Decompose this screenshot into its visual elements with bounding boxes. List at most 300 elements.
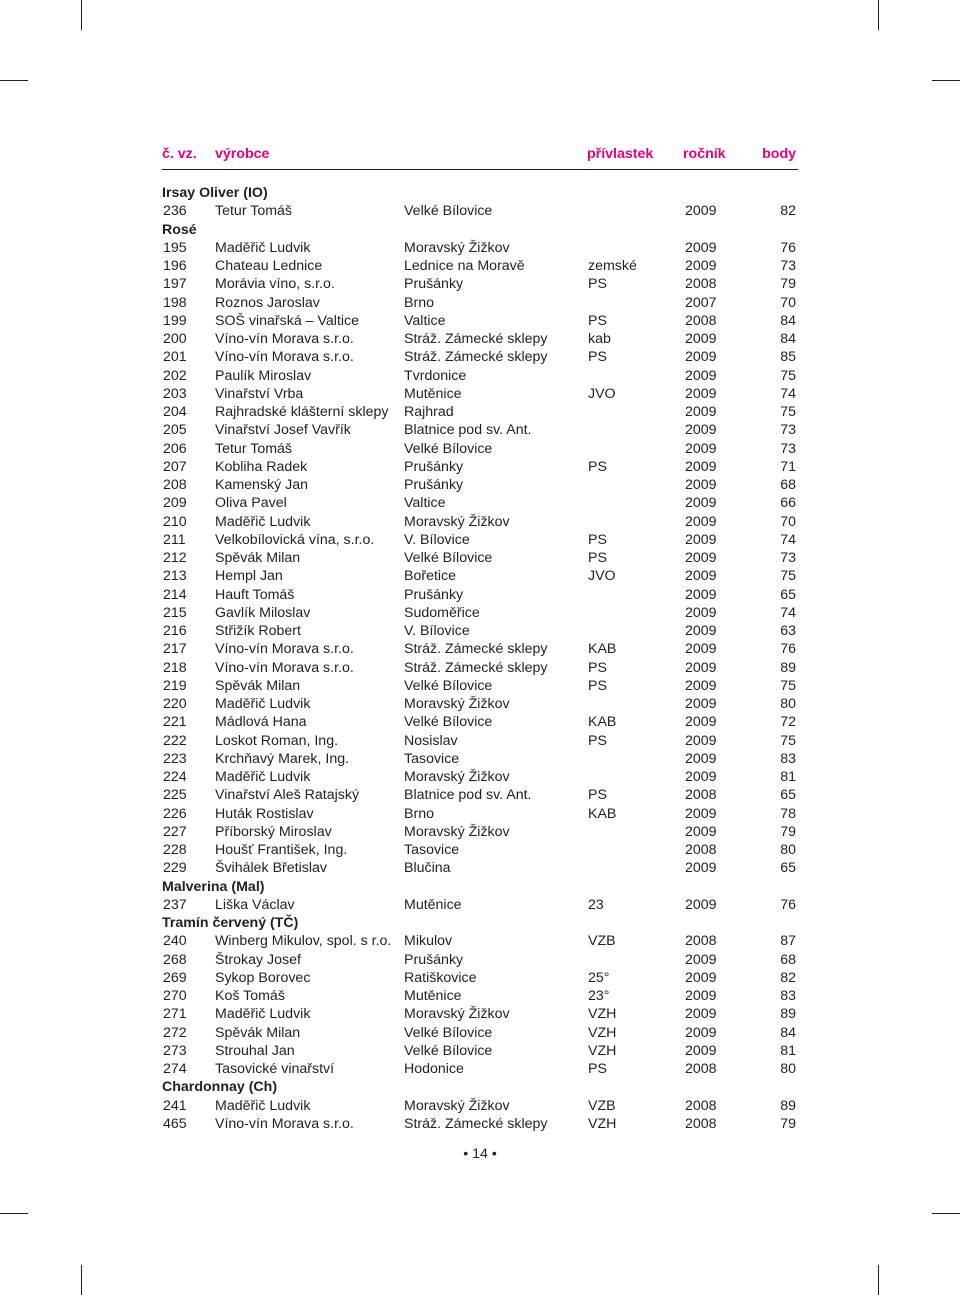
vintage-year: 2008 xyxy=(685,1097,717,1114)
table-row xyxy=(162,1042,798,1060)
producer-place: Stráž. Zámecké sklepy xyxy=(404,331,548,347)
table-row xyxy=(162,859,798,877)
score-points: 65 xyxy=(780,586,796,603)
score-points: 65 xyxy=(780,860,796,877)
score-points: 73 xyxy=(780,258,796,274)
table-row xyxy=(162,403,798,421)
producer-place: Tasovice xyxy=(404,750,460,767)
table-row xyxy=(162,567,798,585)
score-points: 80 xyxy=(780,842,796,858)
score-points: 76 xyxy=(780,239,796,256)
sample-number: 269 xyxy=(163,969,187,986)
sample-number: 208 xyxy=(163,477,187,493)
wine-attribute: JVO xyxy=(588,568,616,585)
score-points: 75 xyxy=(780,404,796,420)
vintage-year: 2008 xyxy=(685,842,717,858)
score-points: 73 xyxy=(780,550,796,566)
producer-place: Mutěnice xyxy=(404,896,462,913)
producer-name: Spěvák Milan xyxy=(215,1024,301,1041)
producer-place: Velké Bílovice xyxy=(404,203,493,220)
producer-name: Paulík Miroslav xyxy=(215,367,312,384)
producer-place: Mikulov xyxy=(404,933,453,950)
vintage-year: 2009 xyxy=(685,805,717,822)
producer-name: Winberg Mikulov, spol. s r.o. xyxy=(215,933,392,950)
producer-name: Roznos Jaroslav xyxy=(215,294,320,311)
vintage-year: 2009 xyxy=(685,896,717,913)
table-row xyxy=(162,202,798,220)
producer-place: Stráž. Zámecké sklepy xyxy=(404,1115,548,1132)
producer-name: Maděřič Ludvik xyxy=(215,513,311,530)
producer-name: Tasovické vinařství xyxy=(215,1061,335,1077)
score-points: 78 xyxy=(780,805,796,822)
section-title-text: Chardonnay (Ch) xyxy=(162,1079,278,1096)
score-points: 83 xyxy=(780,988,796,1004)
table-row xyxy=(162,1115,798,1133)
producer-name: Víno-vín Morava s.r.o. xyxy=(215,1115,354,1132)
table-row xyxy=(162,1024,798,1042)
score-points: 82 xyxy=(780,969,796,986)
vintage-year: 2009 xyxy=(685,239,717,256)
producer-name: Víno-vín Morava s.r.o. xyxy=(215,659,354,676)
table-row xyxy=(162,1060,798,1078)
producer-place: Tvrdonice xyxy=(404,367,467,384)
table-row xyxy=(162,969,798,987)
score-points: 79 xyxy=(780,823,796,840)
producer-name: Tetur Tomáš xyxy=(215,440,293,457)
producer-place: Brno xyxy=(404,294,434,311)
vintage-year: 2009 xyxy=(685,458,717,475)
sample-number: 214 xyxy=(163,586,187,603)
sample-number: 207 xyxy=(163,458,187,475)
score-points: 84 xyxy=(780,331,796,347)
section-title-text: Malverina (Mal) xyxy=(162,878,265,895)
producer-place: Moravský Žižkov xyxy=(404,239,510,256)
table-row xyxy=(162,549,798,567)
table-row xyxy=(162,1097,798,1115)
score-points: 81 xyxy=(780,769,796,785)
producer-name: Maděřič Ludvik xyxy=(215,1097,311,1114)
table-row xyxy=(162,786,798,804)
sample-number: 210 xyxy=(163,513,187,530)
table-row xyxy=(162,750,798,768)
table-row xyxy=(162,951,798,969)
producer-place: Blatnice pod sv. Ant. xyxy=(404,787,532,804)
vintage-year: 2008 xyxy=(685,1061,717,1077)
table-row xyxy=(162,440,798,458)
table-row xyxy=(162,367,798,385)
score-points: 81 xyxy=(780,1042,796,1059)
producer-place: Brno xyxy=(404,805,434,822)
table-row xyxy=(162,421,798,439)
score-points: 80 xyxy=(780,1061,796,1077)
vintage-year: 2009 xyxy=(685,258,717,274)
table-row xyxy=(162,330,798,348)
table-row xyxy=(162,677,798,695)
producer-place: Prušánky xyxy=(404,458,464,475)
sample-number: 217 xyxy=(163,641,187,658)
score-points: 82 xyxy=(780,203,796,220)
wine-results-table xyxy=(162,145,798,1133)
vintage-year: 2009 xyxy=(685,385,717,402)
table-row xyxy=(162,257,798,275)
producer-name: Loskot Roman, Ing. xyxy=(215,732,339,749)
producer-name: Sykop Borovec xyxy=(215,969,311,986)
table-body xyxy=(162,184,798,1133)
sample-number: 229 xyxy=(163,860,187,877)
wine-attribute: 23° xyxy=(588,988,610,1004)
score-points: 76 xyxy=(780,641,796,658)
table-row xyxy=(162,312,798,330)
vintage-year: 2009 xyxy=(685,750,717,767)
wine-attribute: VZH xyxy=(588,1042,617,1059)
score-points: 68 xyxy=(780,477,796,493)
producer-place: Nosislav xyxy=(404,732,458,749)
producer-name: Vinařství Aleš Ratajský xyxy=(215,787,360,804)
vintage-year: 2009 xyxy=(685,659,717,676)
producer-place: Prušánky xyxy=(404,276,464,293)
producer-place: Rajhrad xyxy=(404,404,454,420)
producer-place: Mutěnice xyxy=(404,988,462,1004)
wine-attribute: VZH xyxy=(588,1024,617,1041)
section-title-text: Rosé xyxy=(162,221,197,238)
producer-name: Štrokay Josef xyxy=(215,951,301,968)
table-row xyxy=(162,294,798,312)
sample-number: 199 xyxy=(163,312,187,329)
producer-name: Koš Tomáš xyxy=(215,988,285,1004)
score-points: 89 xyxy=(780,659,796,676)
table-row xyxy=(162,531,798,549)
table-row xyxy=(162,659,798,677)
sample-number: 197 xyxy=(163,276,187,293)
score-points: 72 xyxy=(780,714,796,731)
score-points: 83 xyxy=(780,750,796,767)
producer-place: Moravský Žižkov xyxy=(404,696,510,712)
crop-mark xyxy=(932,80,960,81)
producer-place: Stráž. Zámecké sklepy xyxy=(404,641,548,658)
vintage-year: 2009 xyxy=(685,349,717,366)
score-points: 65 xyxy=(780,787,796,804)
header-num: č. vz. xyxy=(162,146,197,162)
sample-number: 223 xyxy=(163,750,187,767)
score-points: 70 xyxy=(780,294,796,311)
producer-name: Maděřič Ludvik xyxy=(215,769,311,785)
sample-number: 211 xyxy=(163,531,186,548)
producer-name: Spěvák Milan xyxy=(215,550,301,566)
section-title-text: Irsay Oliver (IO) xyxy=(162,185,268,201)
wine-attribute: PS xyxy=(588,677,607,694)
wine-attribute: PS xyxy=(588,787,607,804)
vintage-year: 2009 xyxy=(685,623,717,639)
sample-number: 196 xyxy=(163,258,187,274)
producer-name: Maděřič Ludvik xyxy=(215,1006,311,1023)
wine-attribute: PS xyxy=(588,550,607,566)
producer-place: Bořetice xyxy=(404,568,457,585)
vintage-year: 2009 xyxy=(685,477,717,493)
section-title-text: Tramín červený (TČ) xyxy=(162,915,299,931)
score-points: 71 xyxy=(780,458,796,475)
section-title xyxy=(162,221,798,239)
table-row xyxy=(162,695,798,713)
producer-name: Mádlová Hana xyxy=(215,714,307,731)
sample-number: 272 xyxy=(163,1024,187,1041)
producer-name: Víno-vín Morava s.r.o. xyxy=(215,641,354,658)
producer-name: Víno-vín Morava s.r.o. xyxy=(215,349,354,366)
sample-number: 202 xyxy=(163,367,187,384)
table-row xyxy=(162,713,798,731)
sample-number: 240 xyxy=(163,933,187,950)
score-points: 74 xyxy=(780,531,796,548)
vintage-year: 2009 xyxy=(685,969,717,986)
score-points: 66 xyxy=(780,495,796,512)
vintage-year: 2009 xyxy=(685,823,717,840)
producer-place: Blatnice pod sv. Ant. xyxy=(404,422,532,439)
header-score: body xyxy=(762,146,796,162)
wine-attribute: KAB xyxy=(588,641,617,658)
sample-number: 212 xyxy=(163,550,187,566)
section-title xyxy=(162,1078,798,1096)
table-row xyxy=(162,348,798,366)
sample-number: 215 xyxy=(163,604,187,621)
crop-mark xyxy=(932,1213,960,1214)
table-header xyxy=(162,145,798,165)
sample-number: 224 xyxy=(163,769,187,785)
vintage-year: 2009 xyxy=(685,331,717,347)
producer-name: Hauft Tomáš xyxy=(215,586,295,603)
crop-mark xyxy=(878,0,879,30)
producer-name: Střižík Robert xyxy=(215,623,301,639)
table-row xyxy=(162,823,798,841)
producer-name: Vinařství Josef Vavřík xyxy=(215,422,351,439)
sample-number: 200 xyxy=(163,331,187,347)
sample-number: 205 xyxy=(163,422,187,439)
wine-attribute: PS xyxy=(588,276,607,293)
wine-attribute: VZB xyxy=(588,1097,616,1114)
sample-number: 201 xyxy=(163,349,187,366)
crop-mark xyxy=(0,1213,28,1214)
section-title xyxy=(162,914,798,932)
crop-mark xyxy=(0,80,28,81)
sample-number: 274 xyxy=(163,1061,187,1077)
vintage-year: 2009 xyxy=(685,677,717,694)
sample-number: 222 xyxy=(163,732,187,749)
score-points: 75 xyxy=(780,732,796,749)
vintage-year: 2009 xyxy=(685,769,717,785)
table-row xyxy=(162,732,798,750)
producer-name: Víno-vín Morava s.r.o. xyxy=(215,331,354,347)
table-row xyxy=(162,932,798,950)
vintage-year: 2009 xyxy=(685,714,717,731)
producer-name: Spěvák Milan xyxy=(215,677,301,694)
vintage-year: 2008 xyxy=(685,312,717,329)
sample-number: 270 xyxy=(163,988,187,1004)
wine-attribute: zemské xyxy=(588,258,637,274)
producer-name: Gavlík Miloslav xyxy=(215,604,311,621)
vintage-year: 2009 xyxy=(685,1006,717,1023)
producer-place: Velké Bílovice xyxy=(404,1024,493,1041)
vintage-year: 2009 xyxy=(685,531,717,548)
table-row xyxy=(162,805,798,823)
producer-place: Velké Bílovice xyxy=(404,714,493,731)
table-row xyxy=(162,275,798,293)
page-number: • 14 • xyxy=(463,1146,497,1162)
wine-attribute: PS xyxy=(588,458,607,475)
score-points: 85 xyxy=(780,349,796,366)
sample-number: 216 xyxy=(163,623,187,639)
score-points: 89 xyxy=(780,1097,796,1114)
producer-place: V. Bílovice xyxy=(404,531,470,548)
table-row xyxy=(162,640,798,658)
producer-place: Moravský Žižkov xyxy=(404,1006,510,1023)
producer-place: Prušánky xyxy=(404,951,464,968)
score-points: 89 xyxy=(780,1006,796,1023)
sample-number: 227 xyxy=(163,823,187,840)
producer-name: Tetur Tomáš xyxy=(215,203,293,220)
sample-number: 236 xyxy=(163,203,187,220)
sample-number: 273 xyxy=(163,1042,187,1059)
sample-number: 225 xyxy=(163,787,187,804)
vintage-year: 2009 xyxy=(685,440,717,457)
producer-place: Blučina xyxy=(404,860,451,877)
vintage-year: 2009 xyxy=(685,732,717,749)
producer-place: Hodonice xyxy=(404,1061,464,1077)
sample-number: 268 xyxy=(163,951,187,968)
vintage-year: 2009 xyxy=(685,860,717,877)
sample-number: 226 xyxy=(163,805,187,822)
producer-place: Velké Bílovice xyxy=(404,440,493,457)
sample-number: 241 xyxy=(163,1097,187,1114)
section-title xyxy=(162,878,798,896)
producer-name: Kamenský Jan xyxy=(215,477,309,493)
wine-attribute: 23 xyxy=(588,896,604,913)
wine-attribute: KAB xyxy=(588,714,617,731)
score-points: 79 xyxy=(780,276,796,293)
producer-place: Velké Bílovice xyxy=(404,550,493,566)
producer-name: Morávia víno, s.r.o. xyxy=(215,276,335,293)
header-attribute: přívlastek xyxy=(587,146,654,162)
sample-number: 209 xyxy=(163,495,187,512)
sample-number: 213 xyxy=(163,568,187,585)
section-title xyxy=(162,184,798,202)
wine-attribute: 25° xyxy=(588,969,610,986)
table-row xyxy=(162,896,798,914)
producer-name: SOŠ vinařská – Valtice xyxy=(215,312,360,329)
producer-name: Strouhal Jan xyxy=(215,1042,295,1059)
producer-place: Prušánky xyxy=(404,586,464,603)
wine-attribute: KAB xyxy=(588,805,617,822)
vintage-year: 2008 xyxy=(685,276,717,293)
sample-number: 220 xyxy=(163,696,187,712)
vintage-year: 2009 xyxy=(685,550,717,566)
sample-number: 271 xyxy=(163,1006,187,1023)
table-row xyxy=(162,239,798,257)
producer-place: Moravský Žižkov xyxy=(404,513,510,530)
wine-attribute: PS xyxy=(588,659,607,676)
sample-number: 218 xyxy=(163,659,187,676)
producer-name: Maděřič Ludvik xyxy=(215,239,311,256)
table-row xyxy=(162,841,798,859)
producer-place: Lednice na Moravě xyxy=(404,258,525,274)
producer-place: Prušánky xyxy=(404,477,464,493)
producer-place: Stráž. Zámecké sklepy xyxy=(404,349,548,366)
producer-place: Sudoměřice xyxy=(404,604,480,621)
table-row xyxy=(162,586,798,604)
wine-attribute: VZB xyxy=(588,933,616,950)
score-points: 74 xyxy=(780,604,796,621)
wine-attribute: PS xyxy=(588,531,607,548)
wine-attribute: kab xyxy=(588,331,611,347)
producer-place: Velké Bílovice xyxy=(404,1042,493,1059)
vintage-year: 2009 xyxy=(685,696,717,712)
vintage-year: 2008 xyxy=(685,933,717,950)
producer-name: Vinařství Vrba xyxy=(215,385,304,402)
producer-name: Maděřič Ludvik xyxy=(215,696,311,712)
producer-name: Rajhradské klášterní sklepy xyxy=(215,404,389,420)
table-row xyxy=(162,513,798,531)
wine-attribute: VZH xyxy=(588,1115,617,1132)
score-points: 80 xyxy=(780,696,796,712)
wine-attribute: JVO xyxy=(588,385,616,402)
table-row xyxy=(162,987,798,1005)
vintage-year: 2009 xyxy=(685,422,717,439)
producer-name: Hempl Jan xyxy=(215,568,283,585)
table-row xyxy=(162,385,798,403)
producer-place: Moravský Žižkov xyxy=(404,769,510,785)
vintage-year: 2009 xyxy=(685,641,717,658)
score-points: 76 xyxy=(780,896,796,913)
producer-name: Oliva Pavel xyxy=(215,495,287,512)
producer-place: Tasovice xyxy=(404,842,460,858)
table-row xyxy=(162,494,798,512)
producer-name: Chateau Lednice xyxy=(215,258,323,274)
sample-number: 237 xyxy=(163,896,187,913)
header-year: ročník xyxy=(683,146,726,162)
producer-place: Mutěnice xyxy=(404,385,462,402)
score-points: 79 xyxy=(780,1115,796,1132)
producer-place: Valtice xyxy=(404,312,446,329)
producer-name: Huták Rostislav xyxy=(215,805,314,822)
score-points: 84 xyxy=(780,312,796,329)
crop-mark xyxy=(81,1265,82,1295)
sample-number: 195 xyxy=(163,239,187,256)
sample-number: 204 xyxy=(163,404,187,420)
score-points: 73 xyxy=(780,422,796,439)
producer-name: Houšť František, Ing. xyxy=(215,842,348,858)
producer-place: Stráž. Zámecké sklepy xyxy=(404,659,548,676)
sample-number: 221 xyxy=(163,714,187,731)
wine-attribute: PS xyxy=(588,349,607,366)
sample-number: 219 xyxy=(163,677,187,694)
table-row xyxy=(162,604,798,622)
vintage-year: 2007 xyxy=(685,294,717,311)
producer-name: Velkobílovická vína, s.r.o. xyxy=(215,531,375,548)
score-points: 75 xyxy=(780,568,796,585)
score-points: 68 xyxy=(780,951,796,968)
producer-name: Liška Václav xyxy=(215,896,295,913)
producer-name: Švihálek Břetislav xyxy=(215,860,327,877)
score-points: 74 xyxy=(780,385,796,402)
producer-name: Příborský Miroslav xyxy=(215,823,332,840)
vintage-year: 2009 xyxy=(685,203,717,220)
crop-mark xyxy=(878,1265,879,1295)
table-row xyxy=(162,768,798,786)
producer-place: Ratiškovice xyxy=(404,969,477,986)
wine-attribute: VZH xyxy=(588,1006,617,1023)
vintage-year: 2009 xyxy=(685,513,717,530)
sample-number: 198 xyxy=(163,294,187,311)
score-points: 75 xyxy=(780,367,796,384)
score-points: 73 xyxy=(780,440,796,457)
vintage-year: 2009 xyxy=(685,586,717,603)
